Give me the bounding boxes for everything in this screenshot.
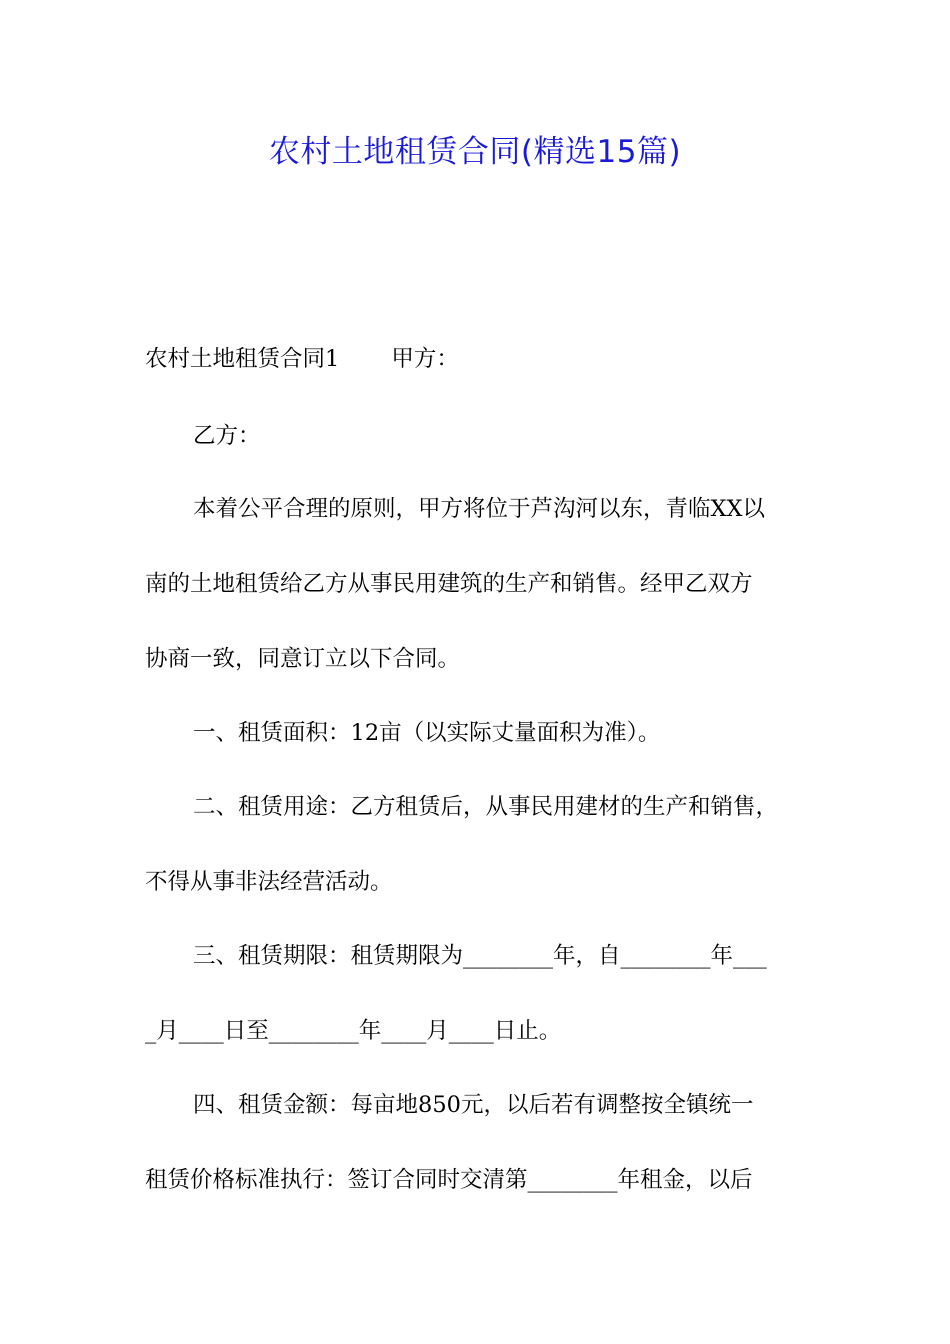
clause-amount-line: 租赁价格标准执行：签订合同时交清第________年租金，以后 <box>145 1167 753 1193</box>
clause-use-line: 二、租赁用途：乙方租赁后，从事民用建材的生产和销售， <box>193 794 779 820</box>
clause-term-line: 三、租赁期限：租赁期限为________年，自________年___ <box>193 943 767 969</box>
clause-use-line: 不得从事非法经营活动。 <box>145 869 393 895</box>
paragraph-line: 本着公平合理的原则，甲方将位于芦沟河以东，青临XX以 <box>193 496 766 522</box>
clause-term-line: _月____日至________年____月____日止。 <box>145 1018 562 1044</box>
paragraph-line: 南的土地租赁给乙方从事民用建筑的生产和销售。经甲乙双方 <box>145 571 753 597</box>
clause-area-line: 一、租赁面积：12亩（以实际丈量面积为准）。 <box>193 720 661 746</box>
contract-number-label: 农村土地租赁合同1 <box>145 346 340 372</box>
paragraph-line: 协商一致，同意订立以下合同。 <box>145 646 461 672</box>
party-b-line: 乙方： <box>193 423 261 449</box>
document-title: 农村土地租赁合同(精选15篇) <box>268 134 682 170</box>
clause-amount-line: 四、租赁金额：每亩地850元，以后若有调整按全镇统一 <box>193 1092 754 1118</box>
contract-heading-line <box>145 341 825 377</box>
party-a-label: 甲方： <box>391 346 459 372</box>
